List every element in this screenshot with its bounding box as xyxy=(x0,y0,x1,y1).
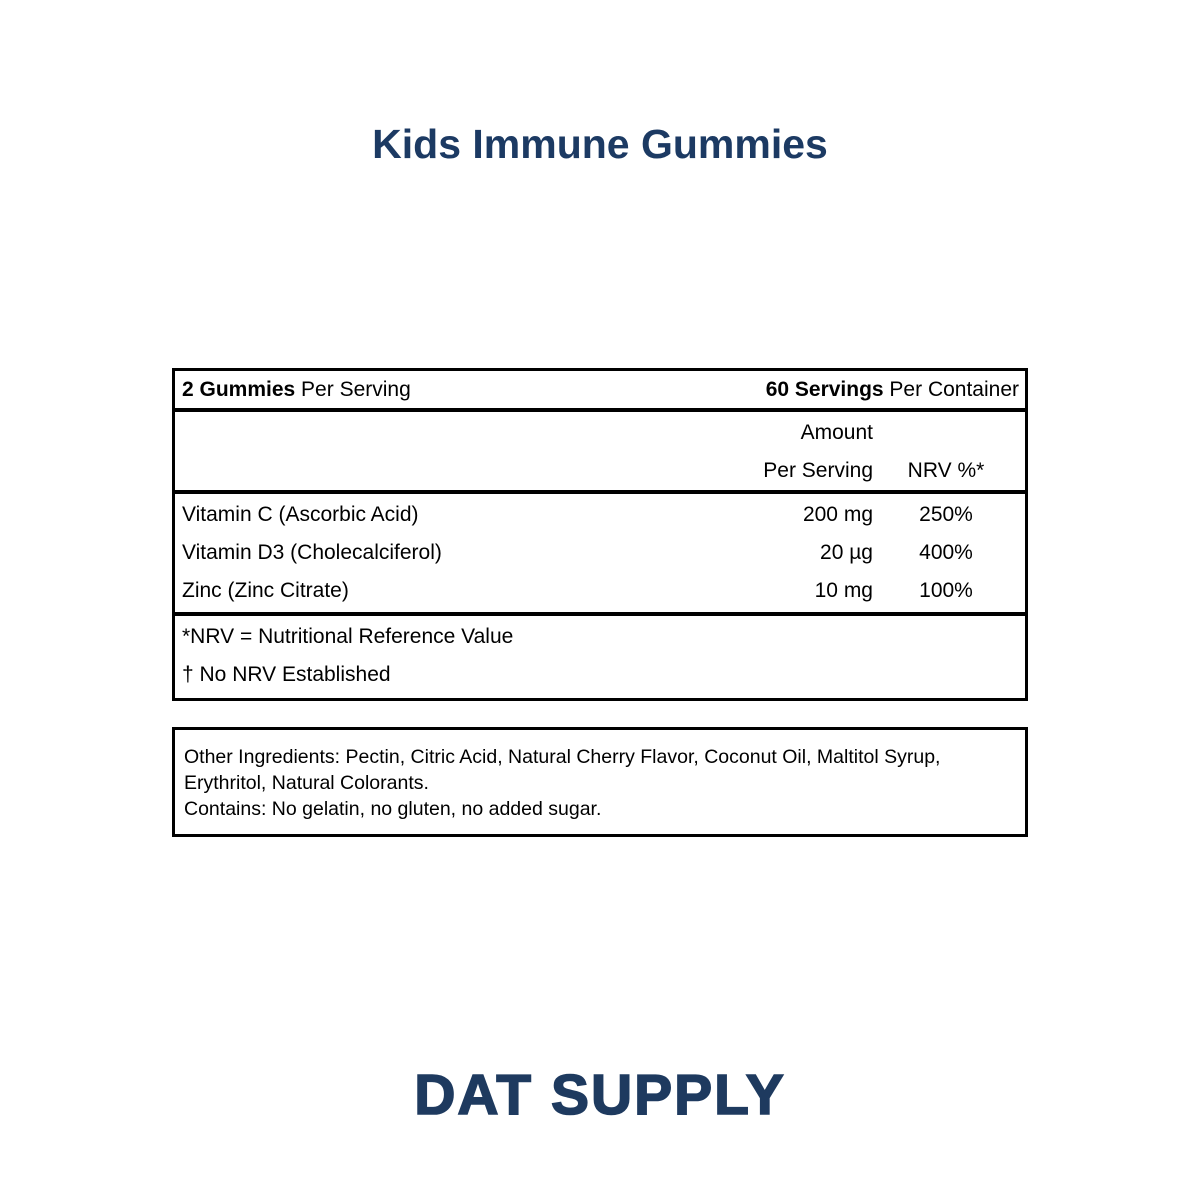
nutrient-amount: 10 mg xyxy=(814,579,873,602)
amount-column-header xyxy=(711,414,873,490)
other-ingredients-box xyxy=(172,727,1028,837)
serving-header-row xyxy=(175,371,1025,412)
nutrient-name: Vitamin D3 (Cholecalciferol) xyxy=(182,541,442,564)
nrv-column-header: NRV %* xyxy=(907,459,985,482)
nutrient-nrv: 250% xyxy=(919,503,973,526)
column-header-row xyxy=(175,412,1025,494)
servings-per-serving xyxy=(182,376,411,404)
container-servings-value: 60 Servings xyxy=(765,378,884,401)
other-ingredients-text: Other Ingredients: Pectin, Citric Acid, Natural Cherry Flavor, Coconut Oil, Maltitol Syrup, Erythritol, Natural Colorants. xyxy=(184,746,941,794)
nutrient-name: Zinc (Zinc Citrate) xyxy=(182,579,349,602)
nutrient-amount: 200 mg xyxy=(802,503,873,526)
nutrient-amount: 20 µg xyxy=(820,541,873,564)
no-nrv-footnote: † No NRV Established xyxy=(182,663,391,686)
contains-text: Contains: No gelatin, no gluten, no added sugar. xyxy=(184,798,602,820)
table-row xyxy=(182,496,1019,534)
brand-logo: DAT SUPPLY xyxy=(414,1063,786,1127)
nutrient-nrv: 100% xyxy=(919,579,973,602)
nutrient-nrv: 400% xyxy=(919,541,973,564)
page-title: Kids Immune Gummies xyxy=(372,121,828,167)
amount-header-line2: Per Serving xyxy=(763,459,873,482)
container-servings-label: Per Container xyxy=(883,378,1019,401)
serving-size-label: Per Serving xyxy=(295,378,411,401)
serving-size-value: 2 Gummies xyxy=(182,378,296,401)
nrv-footnote: *NRV = Nutritional Reference Value xyxy=(182,625,514,648)
servings-per-container xyxy=(766,376,1019,404)
nutrient-name: Vitamin C (Ascorbic Acid) xyxy=(182,503,419,526)
nutrient-rows xyxy=(175,494,1025,616)
table-row xyxy=(182,572,1019,610)
footnotes-section xyxy=(175,616,1025,698)
supplement-facts-table xyxy=(172,368,1028,701)
amount-header-line1: Amount xyxy=(800,421,873,444)
table-row xyxy=(182,534,1019,572)
